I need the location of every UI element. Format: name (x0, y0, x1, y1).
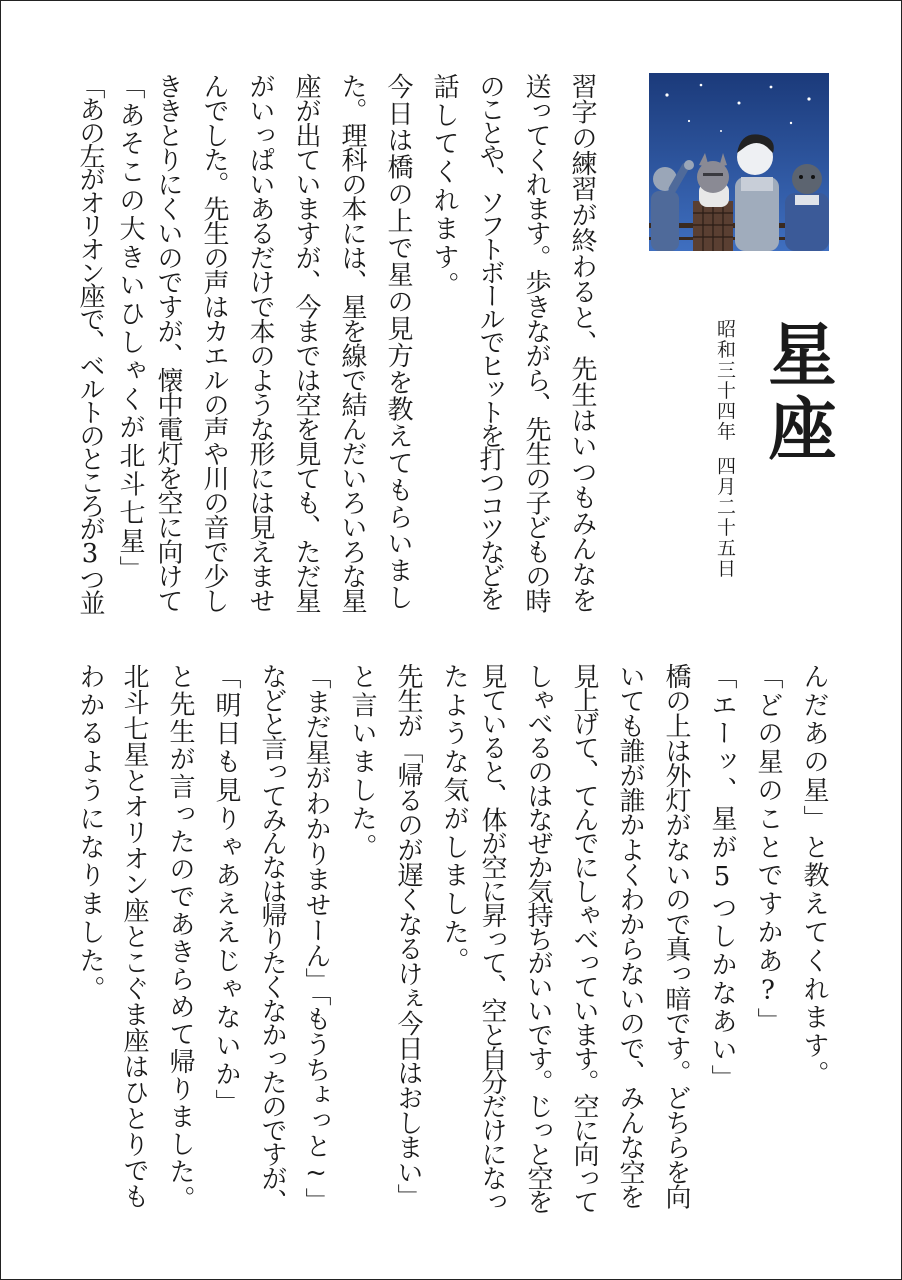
lower-column: 「どの星のことですかあ?」 (753, 663, 783, 1037)
upper-column: のことや、ソフトボールでヒットを打つコツなどを (475, 73, 505, 609)
document-title: 星座 (757, 319, 837, 467)
date-year: 昭和三十四年 (714, 319, 736, 442)
upper-column: 「あそこの大きいひしゃくが北斗七星」 (115, 73, 145, 585)
lower-column: わかるようになりました。 (75, 663, 105, 1004)
document-date (715, 319, 734, 579)
upper-column: んでした。先生の声はカエルの声や川の音で少し (199, 73, 229, 612)
lower-column: んだあの星」と教えてくれます。 (799, 663, 829, 1089)
lower-column: 先生が「帰るのが遅くなるけぇ今日はおしまい」 (393, 663, 423, 1209)
lower-column: と先生が言ったのであきらめて帰りました。 (165, 663, 195, 1213)
upper-column: た。理科の本には、星を線で結んだいろいろな星 (337, 73, 367, 612)
date-day: 四月二十五日 (714, 456, 736, 579)
upper-column: 話してくれます。 (429, 73, 459, 301)
lower-column: 「エーッ、星が5つしかなあい」 (707, 663, 737, 1093)
upper-column: 座が出ていますが、今までは空を見ても、ただ星 (291, 73, 321, 612)
upper-column: がいっぱいあるだけで本のような形には見えませ (245, 73, 275, 612)
lower-column: 「まだ星がわかりませーん」「もうちょっと~」 (301, 663, 331, 1213)
upper-column: 今日は橋の上で星の見方を教えてもらいまし (383, 73, 413, 611)
upper-column: ききとりにくいのですが、懐中電灯を空に向けて (153, 73, 183, 612)
lower-column: いても誰が誰かよくわからないので、みんな空を (615, 663, 645, 1209)
lower-column: 見ていると、体が空に昇って、空と自分だけになっ (477, 663, 507, 1213)
stargazing-illustration-icon (649, 73, 829, 251)
lower-column: 見上げて、てんでにしゃべっています。空に向って (569, 663, 599, 1213)
upper-column: 「あの左がオリオン座で、ベルトのところが3つ並 (75, 73, 105, 613)
upper-column: 習字の練習が終わると、先生はいつもみんなを (567, 73, 597, 613)
lower-column: たような気がしました。 (439, 663, 469, 976)
lower-column: 橋の上は外灯がないので真っ暗です。どちらを向 (661, 663, 691, 1209)
lower-column: などと言ってみんなは帰りたくなかったのですが、 (257, 663, 287, 1213)
lower-column: と言いました。 (347, 663, 377, 862)
upper-column: 送ってくれます。歩きながら、先生の子どもの時 (521, 73, 551, 612)
lower-column: 「明日も見りゃあええじゃないか」 (211, 663, 241, 1118)
lower-column: しゃべるのはなぜか気持ちがいいです。じっと空を (523, 663, 553, 1213)
lower-column: 北斗七星とオリオン座とこぐま座はひとりでも (119, 663, 149, 1209)
